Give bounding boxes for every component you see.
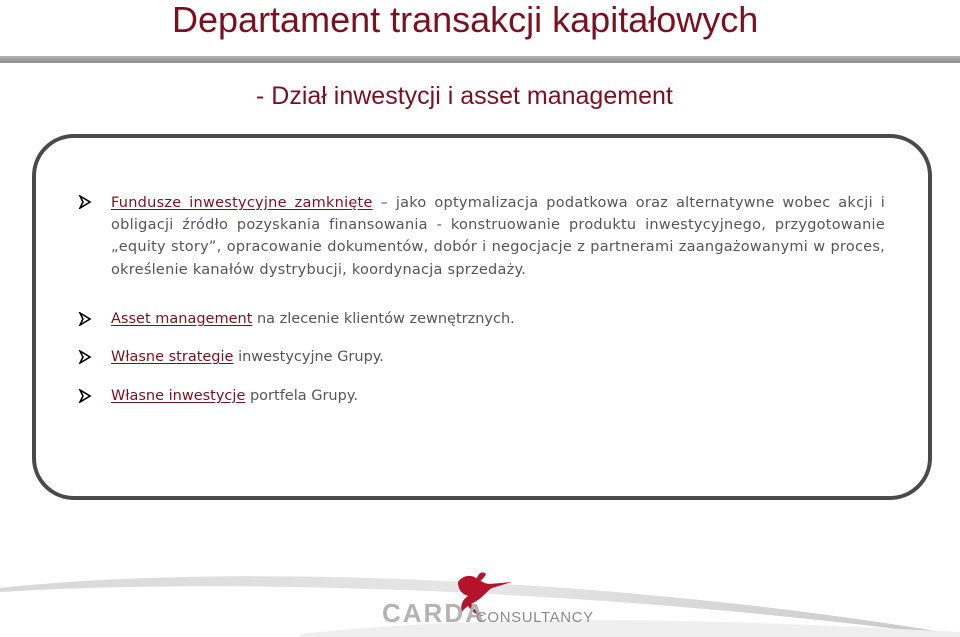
bullet-text	[111, 386, 885, 406]
page-subtitle: - Dział inwestycji i asset management	[256, 82, 673, 110]
footer-decoration	[0, 540, 960, 637]
arrowhead-bullet-icon	[78, 389, 92, 403]
bullet-highlight: Własne inwestycje	[111, 388, 246, 404]
bullet-highlight: Asset management	[111, 311, 253, 327]
bullet-body: inwestycyjne Grupy.	[233, 349, 384, 365]
bullet-highlight: Fundusze inwestycyjne zamknięte	[111, 195, 373, 211]
bullet-text	[111, 309, 885, 329]
logo-suffix: CONSULTANCY	[476, 609, 594, 626]
bullet-body: na zlecenie klientów zewnętrznych.	[252, 311, 515, 327]
bullet-text	[111, 347, 885, 367]
arrowhead-bullet-icon	[78, 312, 92, 326]
logo-brand: CARDA	[382, 598, 486, 628]
bullet-highlight: Własne strategie	[111, 349, 234, 365]
page-title: Departament transakcji kapitałowych	[172, 0, 759, 40]
arrowhead-bullet-icon	[78, 350, 92, 364]
bullet-body: portfela Grupy.	[245, 388, 358, 404]
bullet-body: – jako optymalizacja podatkowa oraz alternatywne wobec akcji i obligacji źródło pozyskania finansowania - konstruowanie produktu inwestycyjnego, przygotowanie „equity story”, opracowanie dokumentów, dobór i negocjacje z partnerami zaangażowanymi w proces, określenie kanałów dystrybucji, koordynacja sprzedaży.	[111, 195, 885, 278]
bullet-text	[111, 192, 885, 281]
arrowhead-bullet-icon	[78, 195, 92, 209]
title-divider	[0, 56, 960, 63]
